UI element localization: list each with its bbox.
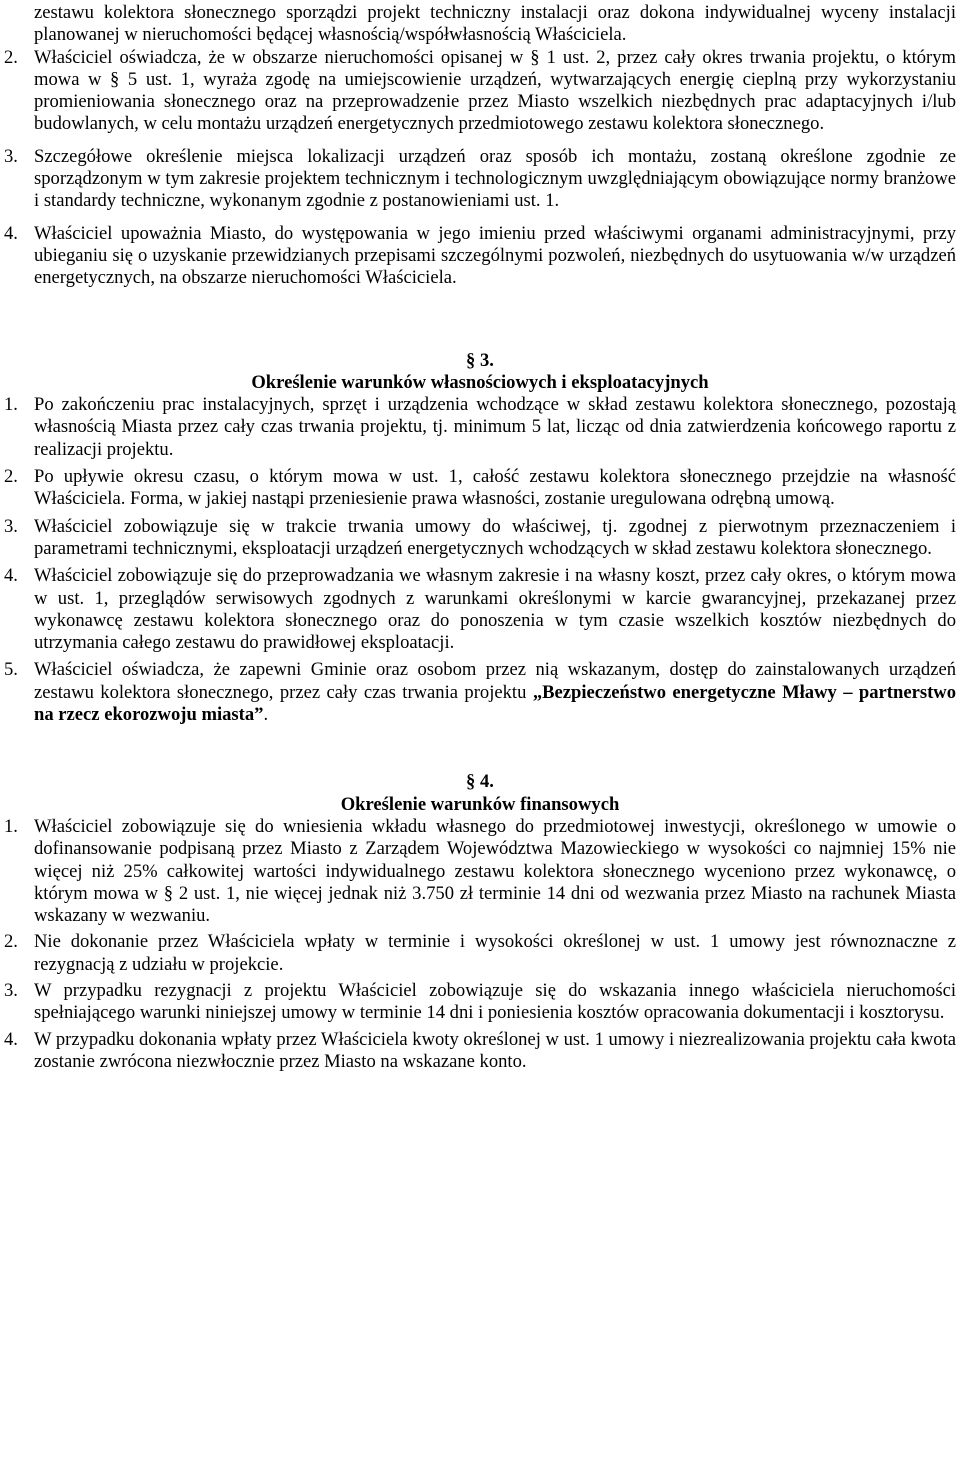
list-item: [4, 659, 956, 726]
list-item: [4, 47, 956, 136]
list-item: [4, 394, 956, 461]
item-text-end: .: [263, 704, 269, 726]
item-number: 2.: [4, 931, 18, 953]
list-item: [4, 466, 956, 511]
item-text: Szczegółowe określenie miejsca lokalizacji urządzeń oraz sposób ich montażu, zostaną określone zgodnie ze sporządzonym w tym zakresie projektem technicznym i technologicznym uwzględniającym obowiązujące normy branżowe i standardy techniczne, wykonanym zgodnie z postanowieniami ust. 1.: [34, 145, 956, 212]
item-text: Po upływie okresu czasu, o którym mowa w ust. 1, całość zestawu kolektora słonecznego przejdzie na własność Właściciela. Forma, w jakiej nastąpi przeniesienie prawa własności, zostanie uregulowana odrębną umową.: [34, 466, 956, 510]
section-title: Określenie warunków własnościowych i eksploatacyjnych: [251, 371, 709, 393]
item-text: Właściciel upoważnia Miasto, do występowania w jego imieniu przed właściwymi organami administracyjnymi, przy ubieganiu się o uzyskanie przewidzianych przepisami szczególnymi pozwoleń, niezbędnych do usytuowania w/w urządzeń energetycznych, na obszarze nieruchomości Właściciela.: [34, 222, 956, 289]
item-number: 1.: [4, 815, 18, 837]
item-text: Właściciel oświadcza, że w obszarze nieruchomości opisanej w § 1 ust. 2, przez cały okres trwania projektu, o którym mowa w § 5 ust. 1, wyraża zgodę na umiejscowienie urządzeń, wytwarzających energię cieplną przy wykorzystaniu promieniowania słonecznego oraz na przeprowadzenie przez Miasto wszelkich niezbędnych prac adaptacyjnych i/lub budowlanych, w celu montażu urządzeń energetycznych przedmiotowego zestawu kolektora słonecznego.: [34, 46, 956, 135]
list-item: [4, 931, 956, 976]
list-item: [4, 1029, 956, 1074]
item-number: 4.: [4, 222, 18, 244]
project-name: „Bezpieczeństwo energetyczne Mławy – partnerstwo na rzecz ekorozwoju miasta”: [34, 681, 956, 726]
item-number: 4.: [4, 1028, 18, 1050]
item-text: W przypadku rezygnacji z projektu Właściciel zobowiązuje się do wskazania innego właściciela nieruchomości spełniającego warunki niniejszej umowy w terminie 14 dni i poniesienia kosztów opracowania dokumentacji i kosztorysu.: [34, 979, 956, 1024]
list-item: [4, 816, 956, 927]
list-item: [4, 980, 956, 1025]
list-item: [4, 146, 956, 213]
item-text: Właściciel zobowiązuje się w trakcie trwania umowy do właściwej, tj. zgodnej z pierwotnym przeznaczeniem i parametrami technicznymi, eksploatacji urządzeń energetycznych wchodzących w skład zestawu kolektora słonecznego.: [34, 515, 956, 559]
item-text-main: Właściciel oświadcza, że zapewni Gminie oraz osobom przez nią wskazanym, dostęp do zainstalowanych urządzeń zestawu kolektora słonecznego, przez cały czas trwania projektu: [34, 659, 956, 703]
list-item: [4, 223, 956, 290]
section-number: § 3.: [466, 349, 494, 371]
item-number: 1.: [4, 394, 18, 416]
list-item: [4, 565, 956, 654]
section-title: Określenie warunków finansowych: [340, 793, 620, 815]
item-text: Właściciel zobowiązuje się do przeprowadzania we własnym zakresie i na własny koszt, przez cały okres, o którym mowa w ust. 1, przeglądów serwisowych zgodnych z warunkami określonymi w karcie gwarancyjnej, przekazanej przez wykonawcę zestawu kolektora słonecznego oraz do ponoszenia w tym czasie wszelkich kosztów niezbędnych do utrzymania całego zestawu do prawidłowej eksploatacji.: [34, 565, 956, 654]
item-text: W przypadku dokonania wpłaty przez Właściciela kwoty określonej w ust. 1 umowy i niezrealizowania projektu cała kwota zostanie zwrócona niezwłocznie przez Miasto na wskazane konto.: [34, 1028, 956, 1072]
list-item: [4, 516, 956, 561]
item-number: 3.: [4, 979, 18, 1001]
item-text: Nie dokonanie przez Właściciela wpłaty w terminie i wysokości określonej w ust. 1 umowy jest równoznaczne z rezygnacją z udziału w projekcie.: [34, 931, 956, 975]
item-number: 2.: [4, 46, 18, 68]
item-number: 3.: [4, 515, 18, 537]
item-text: Po zakończeniu prac instalacyjnych, sprzęt i urządzenia wchodzące w skład zestawu kolektora słonecznego, pozostają własnością Miasta przez cały czas trwania projektu, tj. minimum 5 lat, licząc od dnia zatwierdzenia końcowego raportu z realizacji projektu.: [34, 394, 956, 460]
item-text: [34, 659, 956, 726]
item-number: 2.: [4, 466, 18, 488]
item-text: Właściciel zobowiązuje się do wniesienia wkładu własnego do przedmiotowej inwestycji, określonego w umowie o dofinansowanie podpisaną przez Miasto z Zarządem Województwa Mazowieckiego w wysokości co najmniej 15% nie więcej niż 25% całkowitej wartości indywidualnego zestawu kolektora słonecznego wyceniono przez wykonawcę, o którym mowa w § 2 ust. 1, nie więcej jednak niż 3.750 zł terminie 14 dni od wezwania przez Miasto na rachunek Miasta wskazany w wezwaniu.: [34, 815, 956, 927]
intro-continuation: zestawu kolektora słonecznego sporządzi projekt techniczny instalacji oraz dokona indywidualnej wyceny instalacji planowanej w nieruchomości będącej własnością/współwłasnością Właściciela.: [34, 2, 956, 46]
item-number: 5.: [4, 659, 18, 681]
item-number: 3.: [4, 145, 18, 167]
section-number: § 4.: [466, 771, 494, 793]
item-number: 4.: [4, 565, 18, 587]
